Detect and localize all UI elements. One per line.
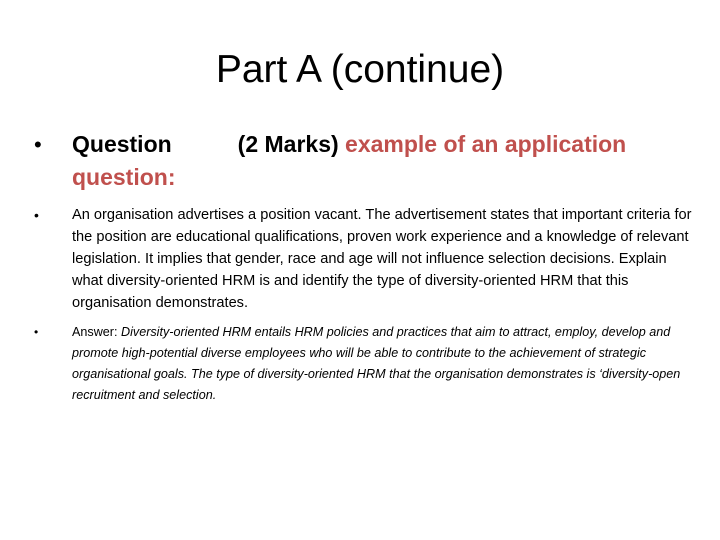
bullet-list: [34, 128, 694, 406]
answer-label: Answer:: [72, 325, 118, 339]
answer-bullet: [34, 322, 694, 406]
bullet-icon: •: [34, 325, 39, 339]
bullet-icon: •: [34, 132, 42, 157]
answer-text: Diversity-oriented HRM entails HRM policies and practices that aim to attract, employ, develop and promote high-potential diverse employees who will be able to contribute to the achievement of strategic organisational goals. The type of diversity-oriented HRM that the organisation demonstrates is ‘diversity-open recruitment and selection.: [72, 325, 681, 402]
question-label: Question: [72, 131, 172, 157]
scenario-bullet: [34, 204, 694, 314]
scenario-text: An organisation advertises a position vacant. The advertisement states that important criteria for the position are educational qualifications, proven work experience and a knowledge of relevant legislation. It implies that gender, race and age will not influence selection decisions. Explain what diversity-oriented HRM is and identify the type of diversity-oriented HRM that this organisation demonstrates.: [72, 207, 692, 311]
bullet-icon: •: [34, 207, 39, 223]
question-bullet: [34, 128, 694, 194]
question-marks: (2 Marks): [237, 131, 339, 157]
question-highlight: example of an application question:: [72, 131, 627, 190]
slide-title: Part A (continue): [215, 48, 505, 91]
